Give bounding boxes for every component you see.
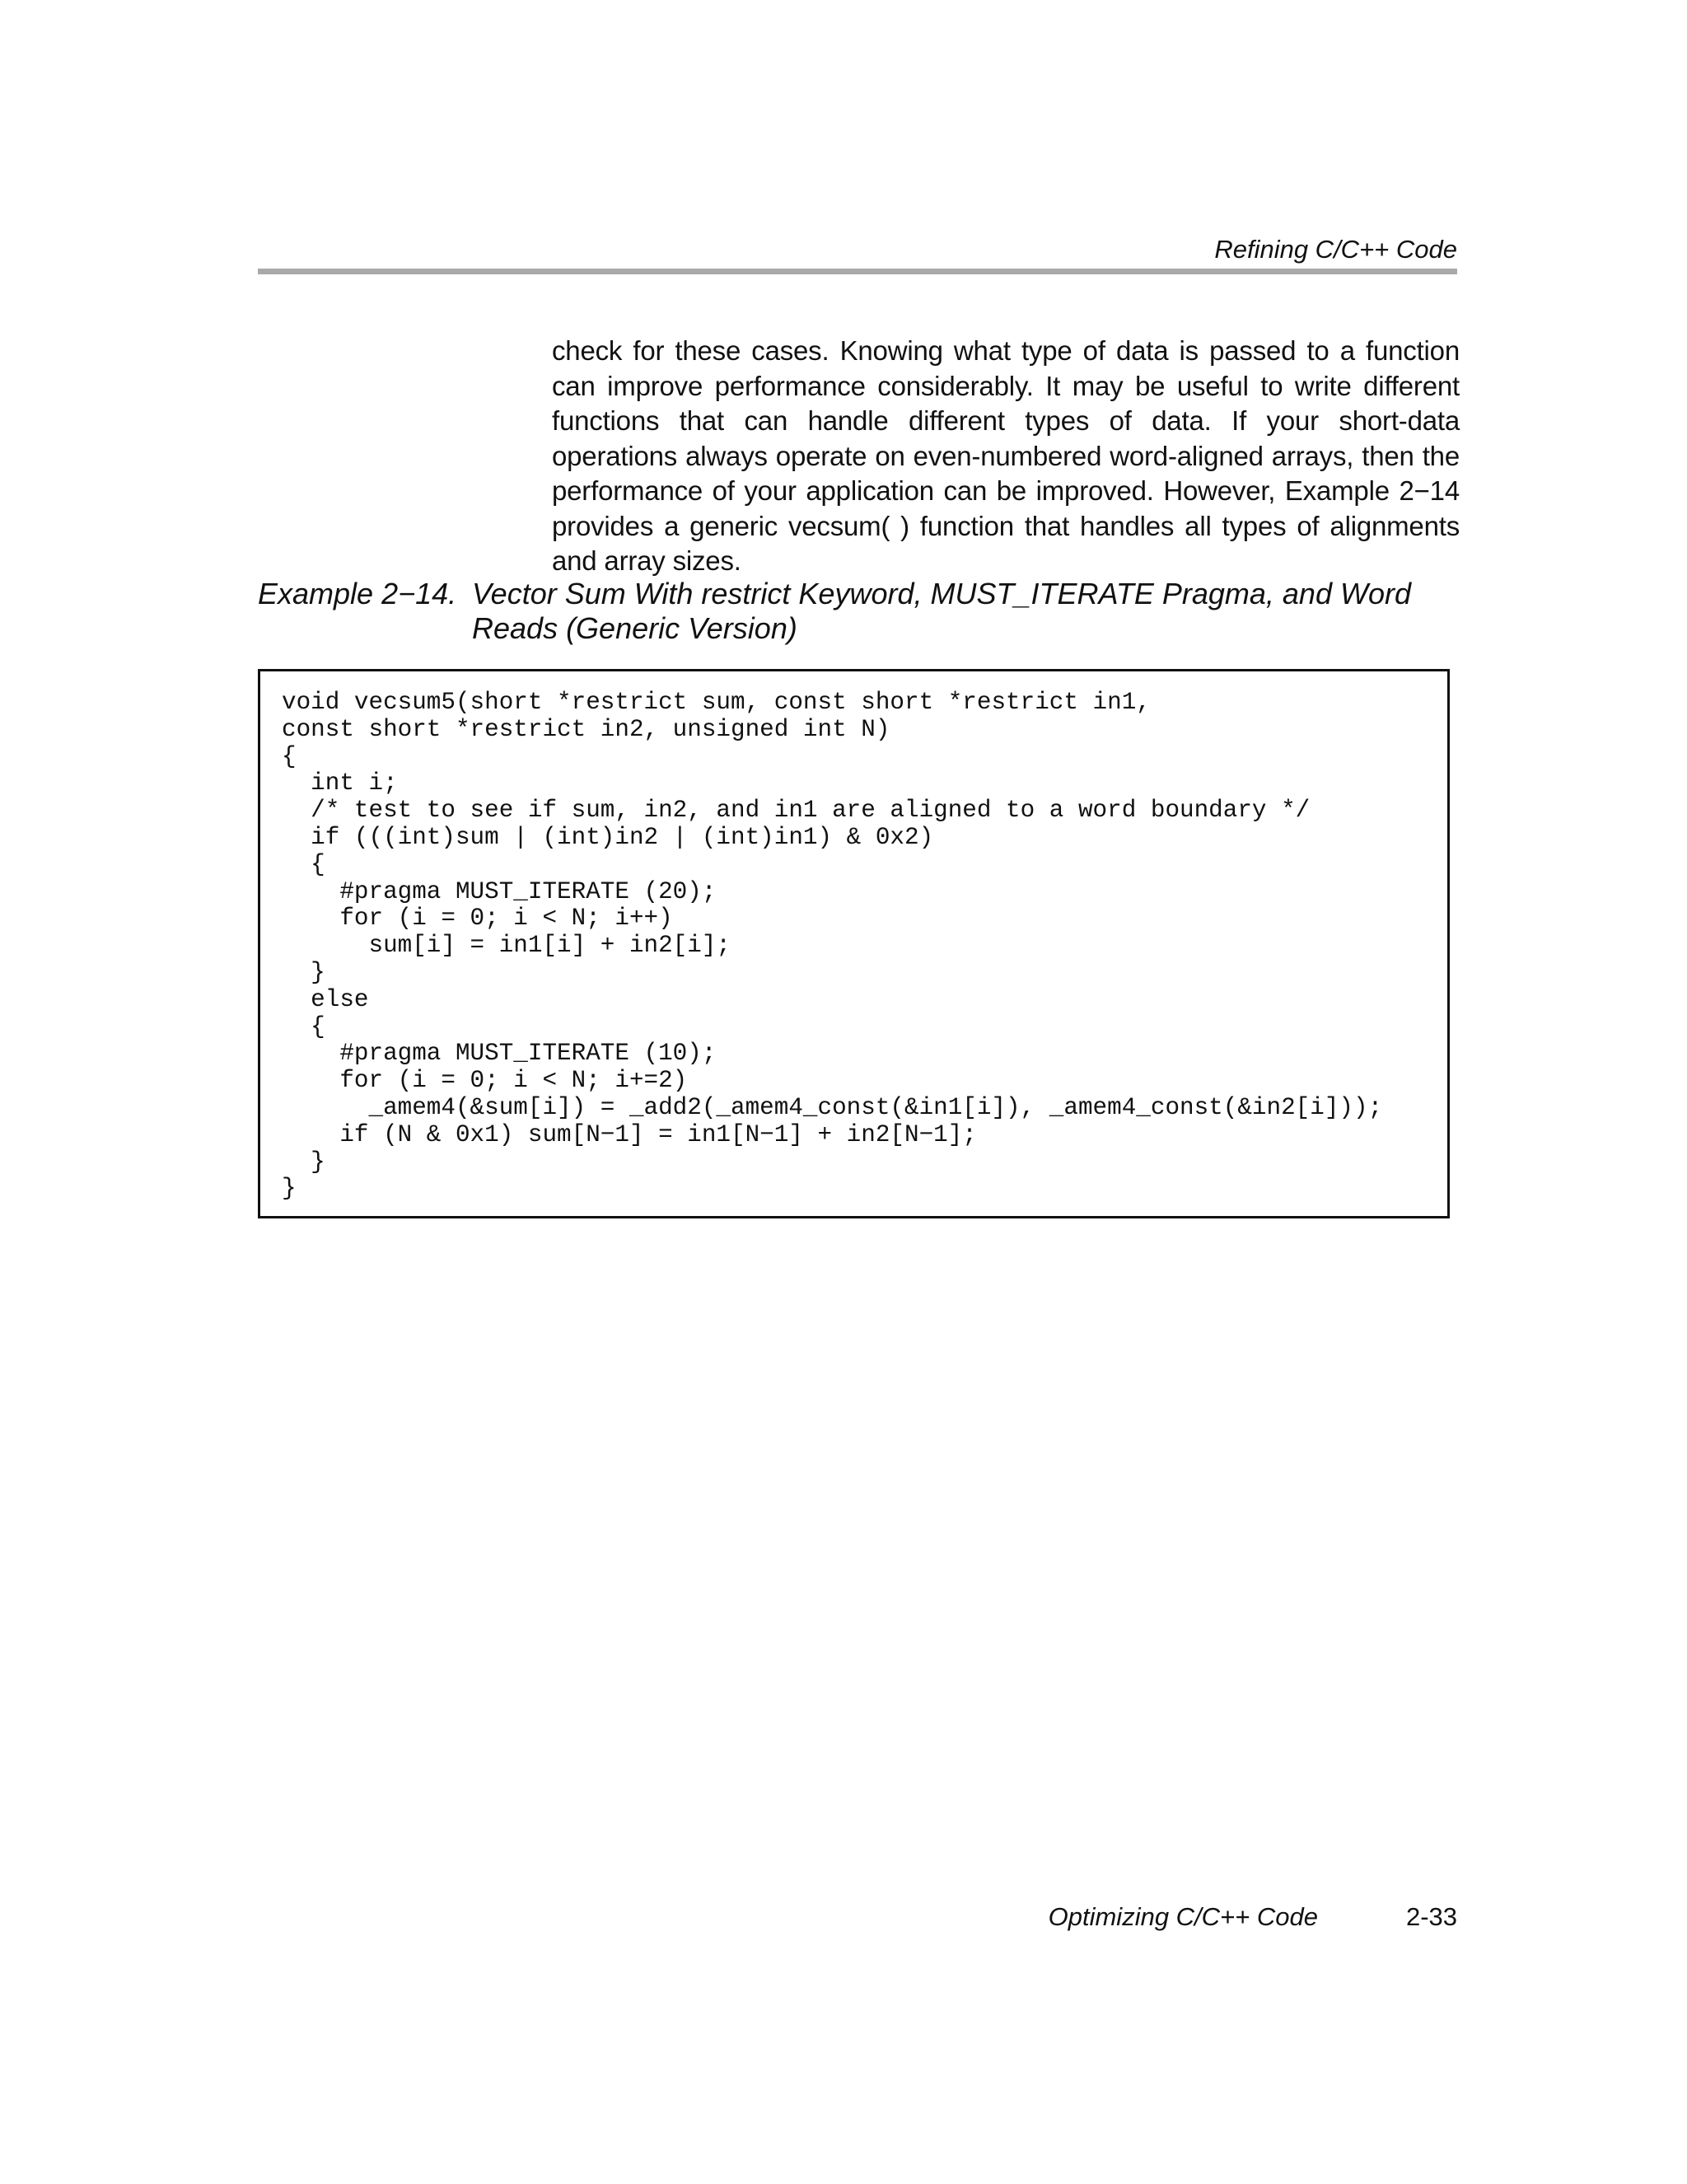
footer-chapter-title: Optimizing C/C++ Code [1048,1902,1318,1931]
code-listing-box [258,669,1450,1218]
example-title: Vector Sum With restrict Keyword, MUST_ITERATE Pragma, and Word Reads (Generic Version) [472,577,1411,645]
page-number: 2-33 [1405,1902,1457,1931]
example-label: Example 2−14. [258,577,457,610]
running-header: Refining C/C++ Code [1214,235,1457,264]
code-listing: void vecsum5(short *restrict sum, const short *restrict in1, const short *restrict in2, unsigned int N) { int i; /* test to see if sum, in2, and in1 are aligned to a word boundary */ if (((int)sum | (int)in2 | (int)in1) & 0x2) { #pragma MUST_ITERATE (20); for (i = 0; i < N; i++) sum[i] = in1[i] + in2[i]; } else { #pragma MUST_ITERATE (10); for (i = 0; i < N; i+=2) _amem4(&sum[i]) = _add2(_amem4_const(&in1[i]), _amem4_const(&in2[i])); if (N & 0x1) sum[N−1] = in1[N−1] + in2[N−1]; } } [282,689,1383,1203]
body-paragraph: check for these cases. Knowing what type of data is passed to a function can improve performance considerably. It may be useful to write different functions that can handle different types of data. If your short-data operations always operate on even-numbered word-aligned arrays, then the performance of your application can be improved. However, Example 2−14 provides a generic vecsum( ) function that handles all types of alignments and array sizes. [552,335,1460,576]
header-rule [258,269,1457,274]
